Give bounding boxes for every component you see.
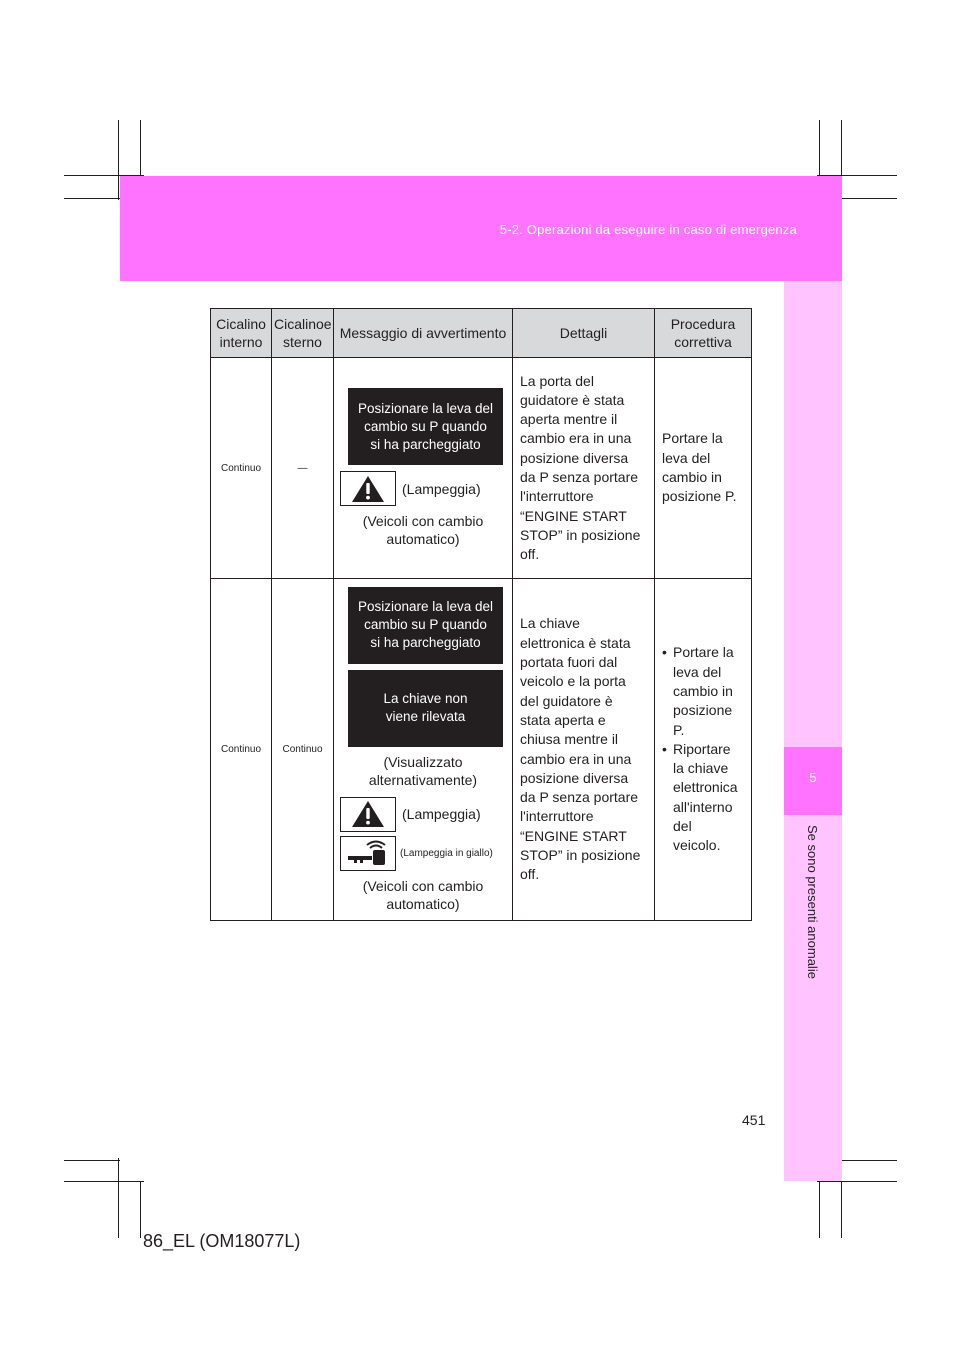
chapter-number: 5 bbox=[809, 770, 817, 785]
internal-buzzer-cell: Continuo bbox=[211, 579, 272, 921]
section-title: 5-2. Operazioni da eseguire in caso di emergenza bbox=[499, 222, 797, 237]
warning-triangle-icon bbox=[340, 797, 396, 832]
warning-triangle-icon bbox=[340, 471, 396, 506]
crop-mark bbox=[819, 1182, 820, 1238]
details-cell: La chiave elettronica è stata portata fuori dal veicolo e la porta del guidatore è stata aperta e chiusa mentre il cambio era in una posizione diversa da P senza portare l'interruttore “ENGINE START STOP” in posizione off. bbox=[513, 579, 655, 921]
procedure-cell bbox=[655, 579, 752, 921]
icon-label: (Lampeggia) bbox=[402, 806, 481, 822]
crop-mark bbox=[140, 1182, 141, 1238]
crop-mark bbox=[819, 120, 820, 176]
warning-message-cell bbox=[334, 358, 513, 579]
chapter-title: Se sono presenti anomalie bbox=[805, 825, 820, 979]
warning-message-cell bbox=[334, 579, 513, 921]
crop-mark bbox=[842, 198, 897, 199]
header-internal-buzzer: Cicalino interno bbox=[211, 309, 272, 358]
crop-mark bbox=[842, 1160, 897, 1161]
internal-buzzer-cell: Continuo bbox=[211, 358, 272, 579]
procedure-list bbox=[662, 643, 743, 855]
procedure-cell bbox=[655, 358, 752, 579]
crop-mark bbox=[118, 120, 119, 200]
display-message-park: Posizionare la leva del cambio su P quando si ha parcheggiato bbox=[348, 587, 503, 664]
display-message-key-not-detected: La chiave non viene rilevata bbox=[348, 670, 503, 747]
icon-row bbox=[340, 797, 498, 832]
procedure-text: Portare la leva del cambio in posizione P. bbox=[662, 430, 737, 505]
crop-mark bbox=[64, 1160, 120, 1161]
chapter-side-tab bbox=[784, 281, 842, 1181]
smart-key-icon bbox=[340, 836, 396, 871]
list-item: • Portare la leva del cambio in posizione P. bbox=[662, 643, 743, 739]
chapter-title-container bbox=[784, 825, 842, 1000]
crop-mark bbox=[64, 1181, 144, 1182]
crop-mark bbox=[118, 1158, 119, 1238]
icon-label: (Lampeggia in giallo) bbox=[400, 847, 493, 859]
warning-table bbox=[210, 308, 752, 921]
icon-row bbox=[340, 836, 498, 871]
vehicle-note: (Veicoli con cambio automatico) bbox=[362, 513, 484, 547]
external-buzzer-cell: Continuo bbox=[272, 579, 334, 921]
display-note: (Visualizzato alternativamente) bbox=[368, 753, 478, 788]
crop-mark bbox=[140, 120, 141, 176]
header-details: Dettagli bbox=[513, 309, 655, 358]
display-message-park: Posizionare la leva del cambio su P quando si ha parcheggiato bbox=[348, 388, 503, 465]
details-cell: La porta del guidatore è stata aperta mentre il cambio era in una posizione diversa da P senza portare l'interruttore “ENGINE START STOP” in posizione off. bbox=[513, 358, 655, 579]
crop-mark bbox=[64, 198, 120, 199]
table-header-row bbox=[211, 309, 752, 358]
external-buzzer-cell: — bbox=[272, 358, 334, 579]
page-number: 451 bbox=[742, 1112, 766, 1128]
icon-label: (Lampeggia) bbox=[402, 480, 481, 497]
list-item: • Riportare la chiave elettronica all'interno del veicolo. bbox=[662, 740, 743, 856]
crop-mark bbox=[817, 1181, 897, 1182]
table-row bbox=[211, 358, 752, 579]
icon-row bbox=[340, 471, 498, 506]
table-row bbox=[211, 579, 752, 921]
header-external-buzzer: Cicalinoe sterno bbox=[272, 309, 334, 358]
section-header-band bbox=[120, 176, 842, 281]
vehicle-note: (Veicoli con cambio automatico) bbox=[362, 877, 484, 912]
header-procedure: Procedura correttiva bbox=[655, 309, 752, 358]
document-code: 86_EL (OM18077L) bbox=[143, 1231, 301, 1251]
chapter-number-box bbox=[784, 747, 842, 815]
header-warning-message: Messaggio di avvertimento bbox=[334, 309, 513, 358]
